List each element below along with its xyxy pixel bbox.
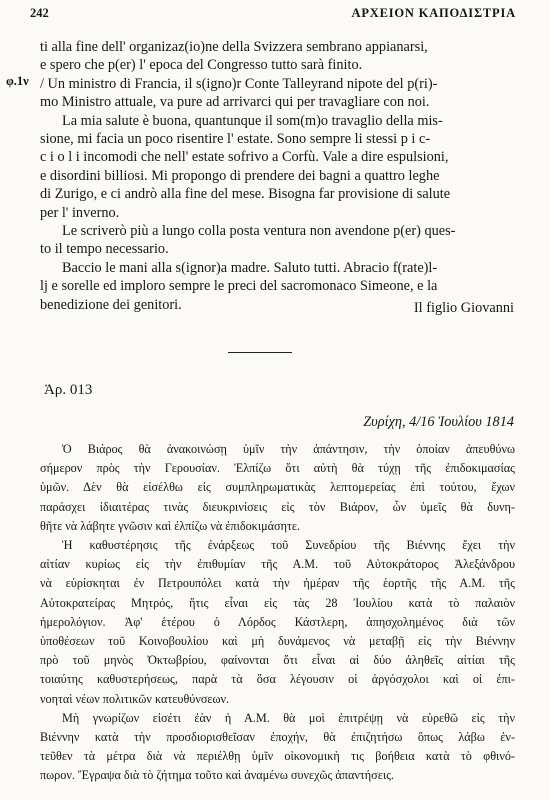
- text-line: Baccio le mani alla s(ignor)a madre. Saluto tutti. Abracio f(rate)l-: [62, 259, 438, 276]
- italian-letter-text: [40, 38, 515, 314]
- document-number: Ἀρ. 013: [44, 382, 93, 398]
- text-line: θῆτε νὰ λάβητε γνῶσιν καὶ ἐλπίζω νὰ ἐπιδοκιμάσητε.: [40, 518, 301, 533]
- greek-letter-text: [40, 440, 515, 786]
- section-divider: [228, 352, 292, 353]
- text-line: Ὁ Βιάρος θὰ ἀνακοινώσῃ ὑμῖν τὴν ἀπάντησιν, τὴν ὁποίαν ἀπευθύνω: [62, 442, 515, 456]
- text-line: e spero che p(er) l' epoca del Congresso tutto sarà finito.: [40, 57, 363, 74]
- text-line: / Un ministro di Francia, il s(igno)r Conte Talleyrand nipote del p(ri)-: [40, 75, 438, 92]
- text-line: Le scriverò più a lungo colla posta ventura non avendone p(er) ques-: [62, 223, 456, 240]
- text-line: Βιέννην κατὰ τὴν προσδιορισθεῖσαν ἐποχήν, θὰ ἐπιζητήσω ὅπως λάβω ἐν-: [40, 730, 515, 745]
- text-line: αἰτίαν κυρίως εἰς τὴν ἐπιθυμίαν τῆς Α.Μ. τοῦ Αὐτοκράτορος Ἀλεξάνδρου: [40, 557, 515, 572]
- text-line: lj e sorelle ed imploro sempre le preci del sacromonaco Simeone, e la: [40, 278, 438, 295]
- running-title: ΑΡΧΕΙΟΝ ΚΑΠΟΔΙΣΤΡΙΑ: [351, 6, 516, 20]
- text-line: ti alla fine dell' organizaz(io)ne della Svizzera sembrano appianarsi,: [40, 39, 428, 55]
- text-line: πωρον. Ἔγραψα διὰ τὸ ζήτημα τοῦτο καὶ ἀναμένω συνεχῶς ἀπαντήσεις.: [40, 768, 394, 783]
- text-line: per l' inverno.: [40, 204, 120, 221]
- text-line: νοηταὶ νέων πολιτικῶν κατευθύνσεων.: [40, 691, 230, 706]
- text-line: τεῦθεν τὰ μέτρα διὰ νὰ περιέλθῃ ὑμῖν οἰκονομικὴ τις βοήθεια κατὰ τὸ φθινό-: [40, 749, 515, 764]
- folio-mark: φ.1ν: [6, 74, 29, 88]
- text-line: νὰ εὑρίσκηται ἐν Πετρουπόλει κατὰ τὴν ἡμέραν τῆς ἑορτῆς τῆς Α.Μ. τῆς: [40, 576, 515, 591]
- text-line: c i o l i incomodi che nell' estate sofrivo a Corfù. Vale a dire espulsioni,: [40, 149, 449, 166]
- text-line: Αὐτοκρατείρας Μητρός, ἥτις εἶναι εἰς τὰς 28 Ἰουλίου κατὰ τὸ παλαιὸν: [40, 595, 515, 610]
- text-line: τοιαύτης καθυστερήσεως, παρὰ τὰ ὅσα λέγουσιν οἱ ἀργόσχολοι καὶ οἱ ἐπι-: [40, 672, 515, 687]
- text-line: e disordini billiosi. Mi propongo di prendere dei bagni a quattro leghe: [40, 167, 440, 184]
- text-line: σήμερον πρὸς τὴν Γερουσίαν. Ἐλπίζω ὅτι αὐτὴ θὰ τύχῃ τῆς ἐπιδοκιμασίας: [40, 461, 515, 476]
- dateline: Ζυρίχη, 4/16 Ἰουλίου 1814: [363, 414, 514, 430]
- text-line: Μὴ γνωρίζων εἰσέτι ἐὰν ἡ Α.Μ. θὰ μοὶ ἐπιτρέψῃ νὰ εὑρεθῶ εἰς τὴν: [62, 710, 515, 725]
- text-line: La mia salute è buona, quantunque il som(m)o travaglio della mis-: [62, 112, 443, 129]
- text-line: ὑμῶν. Δὲν θὰ εἰσέλθω εἰς συμπληρωματικὰς λεπτομερείας ἐπὶ τούτου, ἔχων: [40, 480, 515, 495]
- signature: Il figlio Giovanni: [413, 300, 514, 316]
- text-line: mo Ministro attuale, va pure ad arrivarci qui per travagliare con noi.: [40, 94, 430, 111]
- text-line: Ἡ καθυστέρησις τῆς ἐνάρξεως τοῦ Συνεδρίου τῆς Βιέννης ἔχει τὴν: [62, 538, 515, 553]
- running-header: [30, 6, 516, 21]
- text-line: ὑποθέσεων τοῦ Κοινοβουλίου καὶ μὴ δυνάμενος νὰ μεταβῇ εἰς τὴν Βιέννην: [40, 634, 515, 649]
- text-line: παράσχει ἰδιαιτέρας τινὰς διευκρινίσεις εἰς τὸν Βιάρον, ὧν ὑμεῖς θὰ δυνη-: [40, 499, 515, 514]
- text-line: to il tempo necessario.: [40, 241, 169, 258]
- text-line: di Zurigo, e ci andrò alla fine del mese. Bisogna far provisione di salute: [40, 186, 451, 203]
- text-line: benedizione dei genitori.: [40, 296, 182, 313]
- text-line: πρὸ τοῦ μηνὸς Ὀκτωβρίου, φαίνονται ὅτι εἶναι αἱ δύο ἀληθεῖς αἰτίαι τῆς: [40, 653, 515, 668]
- page-number: 242: [30, 6, 49, 20]
- text-line: sione, mi facia un poco risentire l' estate. Sono sempre li stessi p i c-: [40, 131, 431, 148]
- text-line: ἡμερολόγιον. Ἀφ' ἑτέρου ὁ Λόρδος Κάστλερη, ἀπησχολημένος διὰ τῶν: [40, 614, 515, 629]
